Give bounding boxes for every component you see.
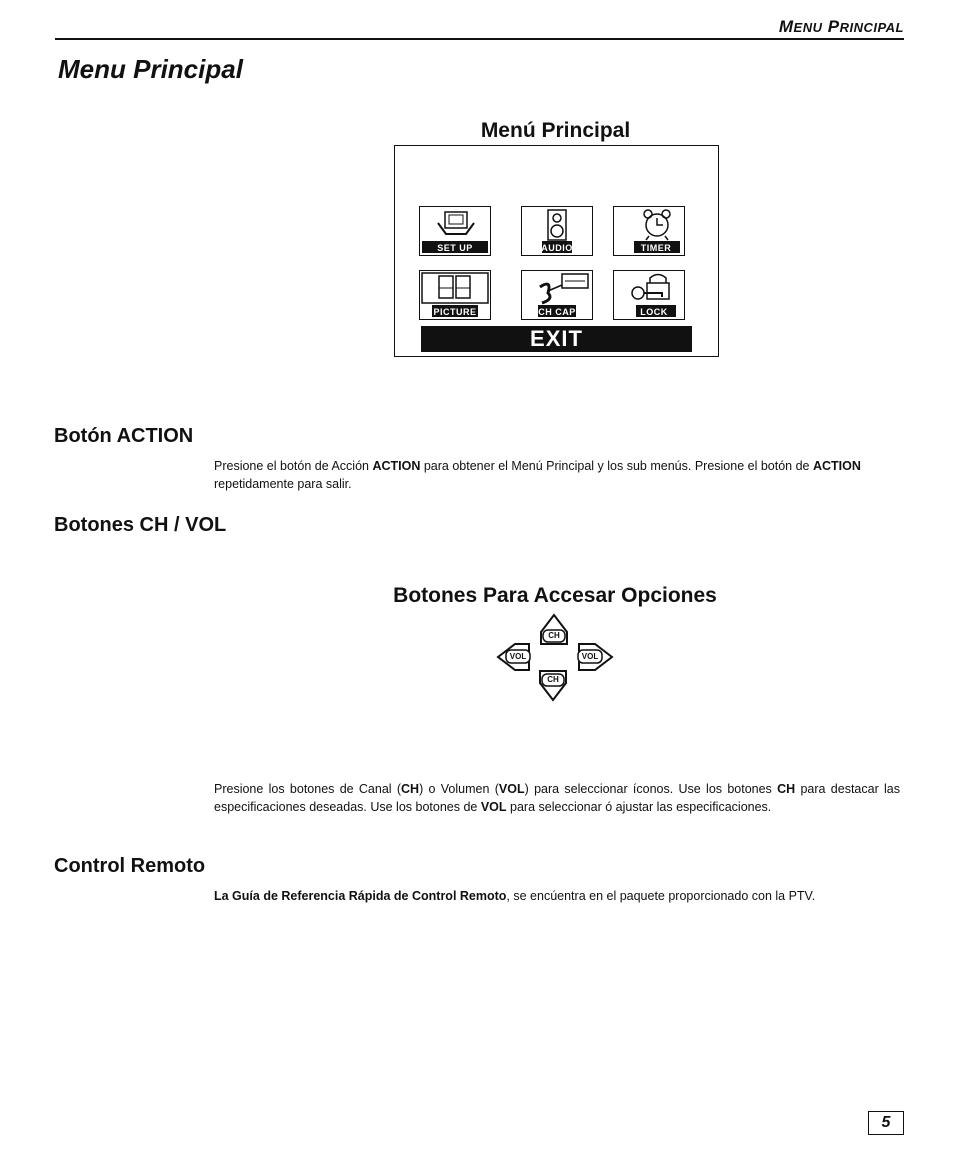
header-rule: [55, 38, 904, 40]
menu-tile-audio[interactable]: [521, 206, 593, 256]
menu-tile-label: LOCK: [640, 307, 668, 317]
menu-tile-label: PICTURE: [433, 307, 477, 317]
paragraph-text: , se encúentra en el paquete proporcionado con la PTV.: [506, 889, 816, 903]
running-header-text: ENU: [793, 20, 823, 35]
menu-tile-label: CH CAP: [538, 307, 576, 317]
running-header-letter: P: [827, 17, 840, 36]
action-paragraph: [214, 458, 900, 493]
menu-tile-setup[interactable]: [419, 206, 491, 256]
paragraph-text: para obtener el Menú Principal y los sub menús. Presione el botón de: [420, 459, 813, 473]
ch-vol-paragraph: [214, 781, 900, 816]
paragraph-text-bold: ACTION: [372, 459, 421, 473]
vol-left-button[interactable]: VOL: [509, 652, 527, 661]
menu-tile-label: TIMER: [640, 243, 672, 253]
section-heading-ch-vol: Botones CH / VOL: [54, 514, 227, 536]
menu-tile-ch-cap[interactable]: [521, 270, 593, 320]
paragraph-text-bold: VOL: [498, 782, 525, 796]
menu-tile-label: AUDIO: [541, 243, 573, 253]
paragraph-text: repetidamente para salir.: [214, 476, 352, 491]
paragraph-text: para seleccionar ó ajustar las especificaciones.: [506, 799, 772, 814]
running-header-letter: M: [778, 17, 794, 36]
paragraph-text: Presione el botón de Acción: [214, 459, 373, 473]
page-title: Menu Principal: [58, 54, 243, 84]
running-header: [779, 17, 904, 37]
paragraph-text: para destacar las especificaciones deseadas. Use los botones de: [214, 782, 901, 814]
page-number: 5: [868, 1111, 904, 1135]
ch-vol-dpad: [495, 612, 615, 704]
paragraph-text: Presione los botones de Canal (: [214, 782, 402, 796]
paragraph-text-bold: ACTION: [812, 459, 861, 473]
paragraph-text-bold: La Guía de Referencia Rápida de Control Remoto: [214, 889, 507, 903]
running-header-text: RINCIPAL: [839, 20, 904, 35]
exit-button[interactable]: EXIT: [421, 326, 692, 352]
section-heading-action: Botón ACTION: [54, 425, 194, 447]
menu-tile-lock[interactable]: [613, 270, 685, 320]
menu-tile-picture[interactable]: [419, 270, 491, 320]
paragraph-text: ) o Volumen (: [419, 782, 499, 796]
paragraph-text-bold: CH: [777, 782, 796, 796]
ch-down-button[interactable]: CH: [547, 675, 559, 684]
menu-tile-label: SET UP: [437, 243, 473, 253]
main-menu-screen: [394, 145, 719, 357]
menu-figure-title: Menú Principal: [480, 119, 631, 142]
menu-tile-timer[interactable]: [613, 206, 685, 256]
paragraph-text: ) para seleccionar íconos. Use los botones: [524, 782, 778, 796]
paragraph-text-bold: CH: [401, 782, 420, 796]
vol-right-button[interactable]: VOL: [581, 652, 599, 661]
options-figure-title: Botones Para Accesar Opciones: [393, 584, 717, 607]
section-heading-remote: Control Remoto: [54, 855, 206, 877]
remote-paragraph: [214, 888, 900, 906]
paragraph-text-bold: VOL: [480, 799, 507, 814]
ch-up-button[interactable]: CH: [548, 631, 560, 640]
